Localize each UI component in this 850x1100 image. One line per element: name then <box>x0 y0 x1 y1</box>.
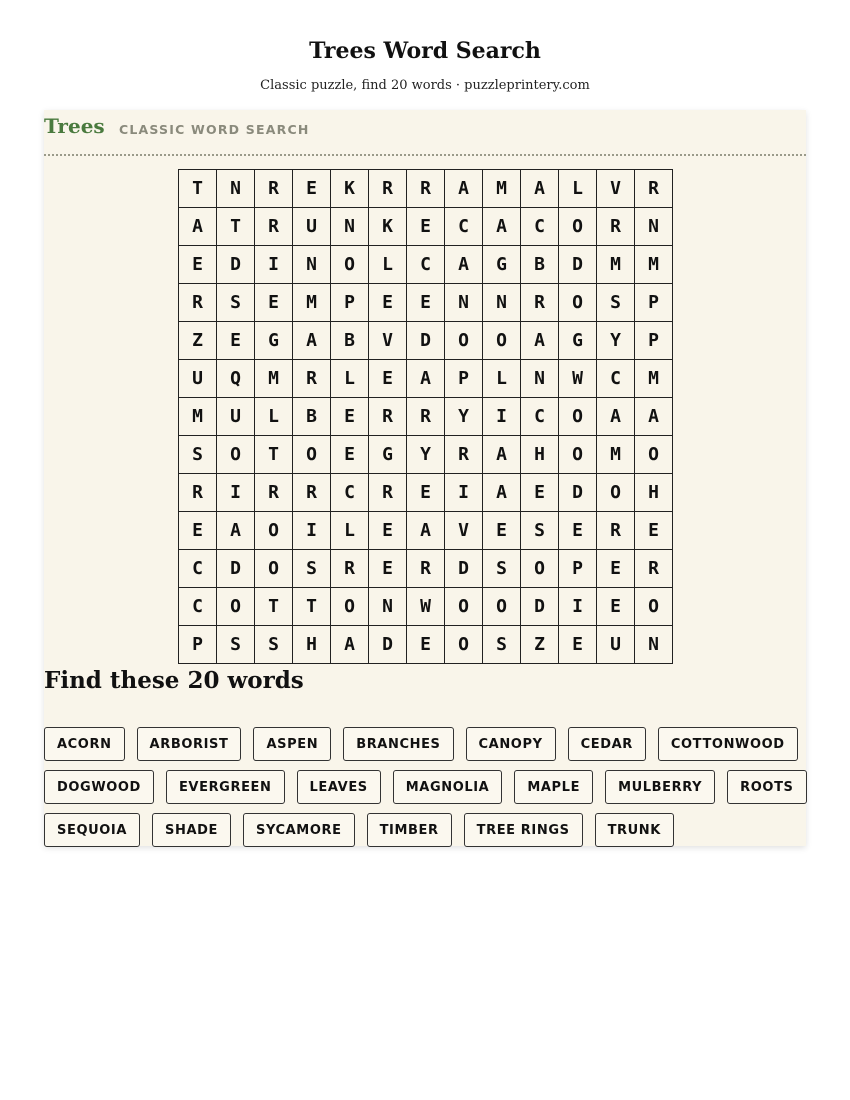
grid-cell[interactable]: Y <box>407 436 445 474</box>
grid-cell[interactable]: S <box>179 436 217 474</box>
grid-cell[interactable]: S <box>483 550 521 588</box>
grid-cell[interactable]: A <box>521 170 559 208</box>
puzzle-theme-title: Trees <box>44 114 105 138</box>
word-list-heading: Find these 20 words <box>44 667 304 694</box>
grid-cell[interactable]: R <box>255 208 293 246</box>
grid-cell[interactable]: P <box>445 360 483 398</box>
word-chip[interactable]: TREE RINGS <box>464 813 583 847</box>
grid-cell[interactable]: O <box>255 550 293 588</box>
page-subtitle: Classic puzzle, find 20 words · puzzleprintery.com <box>260 78 590 93</box>
grid-cell[interactable]: H <box>521 436 559 474</box>
grid-cell[interactable]: P <box>559 550 597 588</box>
grid-cell[interactable]: E <box>369 360 407 398</box>
grid-cell[interactable]: I <box>483 398 521 436</box>
grid-cell[interactable]: E <box>483 512 521 550</box>
grid-cell[interactable]: A <box>445 246 483 284</box>
grid-cell[interactable]: P <box>331 284 369 322</box>
grid-cell[interactable]: G <box>255 322 293 360</box>
grid-cell[interactable]: Z <box>179 322 217 360</box>
grid-cell[interactable]: R <box>331 550 369 588</box>
grid-cell[interactable]: U <box>217 398 255 436</box>
grid-cell[interactable]: P <box>179 626 217 664</box>
grid-cell[interactable]: R <box>445 436 483 474</box>
word-list <box>44 727 806 856</box>
grid-cell[interactable]: L <box>483 360 521 398</box>
grid-cell[interactable]: N <box>331 208 369 246</box>
grid-cell[interactable]: U <box>293 208 331 246</box>
grid-cell[interactable]: O <box>293 436 331 474</box>
grid-cell[interactable]: A <box>483 474 521 512</box>
word-chip[interactable]: COTTONWOOD <box>658 727 798 761</box>
grid-cell[interactable]: O <box>445 588 483 626</box>
word-chip[interactable]: TIMBER <box>367 813 452 847</box>
grid-cell[interactable]: E <box>331 436 369 474</box>
grid-cell[interactable]: T <box>217 208 255 246</box>
grid-cell[interactable]: C <box>407 246 445 284</box>
grid-cell[interactable]: Y <box>597 322 635 360</box>
grid-cell[interactable]: M <box>179 398 217 436</box>
grid-cell[interactable]: E <box>559 626 597 664</box>
grid-cell[interactable]: K <box>369 208 407 246</box>
grid-cell[interactable]: N <box>445 284 483 322</box>
grid-cell[interactable]: O <box>559 398 597 436</box>
grid-cell[interactable]: R <box>369 170 407 208</box>
grid-cell[interactable]: R <box>255 474 293 512</box>
grid-cell[interactable]: N <box>521 360 559 398</box>
grid-cell[interactable]: N <box>217 170 255 208</box>
grid-cell[interactable]: L <box>559 170 597 208</box>
word-chip[interactable]: CEDAR <box>568 727 646 761</box>
word-chip[interactable]: LEAVES <box>297 770 381 804</box>
grid-cell[interactable]: M <box>635 246 673 284</box>
grid-cell[interactable]: E <box>407 626 445 664</box>
grid-cell[interactable]: O <box>635 436 673 474</box>
grid-cell[interactable]: L <box>331 360 369 398</box>
grid-cell[interactable]: R <box>635 170 673 208</box>
word-chip[interactable]: TRUNK <box>595 813 674 847</box>
grid-cell[interactable]: T <box>255 588 293 626</box>
grid-cell[interactable]: I <box>559 588 597 626</box>
grid-cell[interactable]: O <box>255 512 293 550</box>
grid-cell[interactable]: V <box>369 322 407 360</box>
grid-cell[interactable]: C <box>521 398 559 436</box>
word-chip[interactable]: SHADE <box>152 813 231 847</box>
grid-cell[interactable]: O <box>483 588 521 626</box>
word-row <box>44 770 806 804</box>
word-row <box>44 813 806 847</box>
grid-cell[interactable]: A <box>179 208 217 246</box>
grid-cell[interactable]: U <box>179 360 217 398</box>
grid-cell[interactable]: D <box>559 474 597 512</box>
grid-cell[interactable]: C <box>179 550 217 588</box>
grid-cell[interactable]: A <box>521 322 559 360</box>
grid-cell[interactable]: R <box>369 398 407 436</box>
grid-cell[interactable]: O <box>331 246 369 284</box>
grid-cell[interactable]: E <box>521 474 559 512</box>
grid-cell[interactable]: B <box>331 322 369 360</box>
word-chip[interactable]: MULBERRY <box>605 770 715 804</box>
grid-cell[interactable]: E <box>559 512 597 550</box>
grid-cell[interactable]: O <box>559 208 597 246</box>
grid-cell[interactable]: A <box>445 170 483 208</box>
grid-cell[interactable]: N <box>483 284 521 322</box>
grid-cell[interactable]: Z <box>521 626 559 664</box>
grid-cell[interactable]: R <box>521 284 559 322</box>
grid-cell[interactable]: A <box>407 360 445 398</box>
grid-cell[interactable]: H <box>635 474 673 512</box>
grid-cell[interactable]: D <box>445 550 483 588</box>
grid-cell[interactable]: G <box>559 322 597 360</box>
grid-cell[interactable]: M <box>255 360 293 398</box>
grid-cell[interactable]: I <box>217 474 255 512</box>
grid-cell[interactable]: A <box>597 398 635 436</box>
grid-cell[interactable]: O <box>445 322 483 360</box>
word-chip[interactable]: EVERGREEN <box>166 770 285 804</box>
grid-cell[interactable]: E <box>407 284 445 322</box>
grid-cell[interactable]: B <box>521 246 559 284</box>
grid-cell[interactable]: R <box>293 360 331 398</box>
grid-cell[interactable]: E <box>369 512 407 550</box>
grid-cell[interactable]: O <box>521 550 559 588</box>
grid-cell[interactable]: C <box>521 208 559 246</box>
grid-cell[interactable]: A <box>331 626 369 664</box>
grid-cell[interactable]: L <box>369 246 407 284</box>
grid-cell[interactable]: D <box>217 550 255 588</box>
grid-cell[interactable]: A <box>635 398 673 436</box>
grid-cell[interactable]: A <box>293 322 331 360</box>
grid-cell[interactable]: D <box>407 322 445 360</box>
grid-cell[interactable]: W <box>559 360 597 398</box>
grid-cell[interactable]: M <box>635 360 673 398</box>
grid-cell[interactable]: O <box>559 436 597 474</box>
grid-cell[interactable]: O <box>597 474 635 512</box>
grid-cell[interactable]: M <box>597 436 635 474</box>
grid-cell[interactable]: R <box>597 208 635 246</box>
grid-cell[interactable]: O <box>217 436 255 474</box>
word-chip[interactable]: ASPEN <box>253 727 331 761</box>
grid-cell[interactable]: L <box>331 512 369 550</box>
grid-cell[interactable]: D <box>217 246 255 284</box>
grid-cell[interactable]: I <box>293 512 331 550</box>
grid-cell[interactable]: A <box>407 512 445 550</box>
grid-cell[interactable]: R <box>255 170 293 208</box>
word-chip[interactable]: DOGWOOD <box>44 770 154 804</box>
grid-cell[interactable]: O <box>559 284 597 322</box>
grid-cell[interactable]: A <box>217 512 255 550</box>
grid-cell[interactable]: I <box>445 474 483 512</box>
grid-cell[interactable]: S <box>255 626 293 664</box>
grid-cell[interactable]: S <box>521 512 559 550</box>
grid-cell[interactable]: E <box>255 284 293 322</box>
grid-cell[interactable]: L <box>255 398 293 436</box>
grid-cell[interactable]: R <box>179 284 217 322</box>
grid-cell[interactable]: E <box>407 208 445 246</box>
grid-cell[interactable]: R <box>179 474 217 512</box>
grid-cell[interactable]: N <box>369 588 407 626</box>
grid-cell[interactable]: O <box>217 588 255 626</box>
word-chip[interactable]: ARBORIST <box>137 727 242 761</box>
word-chip[interactable]: ROOTS <box>727 770 806 804</box>
grid-cell[interactable]: S <box>597 284 635 322</box>
grid-cell[interactable]: E <box>217 322 255 360</box>
grid-cell[interactable]: R <box>635 550 673 588</box>
grid-cell[interactable]: N <box>293 246 331 284</box>
grid-cell[interactable]: E <box>369 550 407 588</box>
word-chip[interactable]: ACORN <box>44 727 125 761</box>
grid-cell[interactable]: S <box>293 550 331 588</box>
word-chip[interactable]: BRANCHES <box>343 727 453 761</box>
word-chip[interactable]: SEQUOIA <box>44 813 140 847</box>
grid-cell[interactable]: V <box>445 512 483 550</box>
grid-cell[interactable]: D <box>369 626 407 664</box>
grid-cell[interactable]: B <box>293 398 331 436</box>
word-chip[interactable]: MAGNOLIA <box>393 770 503 804</box>
grid-cell[interactable]: E <box>635 512 673 550</box>
grid-cell[interactable]: T <box>255 436 293 474</box>
grid-cell[interactable]: U <box>597 626 635 664</box>
word-chip[interactable]: MAPLE <box>514 770 593 804</box>
grid-cell[interactable]: O <box>483 322 521 360</box>
grid-cell[interactable]: G <box>369 436 407 474</box>
grid-cell[interactable]: S <box>217 626 255 664</box>
grid-cell[interactable]: R <box>407 398 445 436</box>
grid-cell[interactable]: N <box>635 626 673 664</box>
grid-cell[interactable]: T <box>293 588 331 626</box>
grid-cell[interactable]: M <box>293 284 331 322</box>
grid-cell[interactable]: E <box>407 474 445 512</box>
grid-cell[interactable]: R <box>407 550 445 588</box>
grid-cell[interactable]: Q <box>217 360 255 398</box>
grid-cell[interactable]: P <box>635 284 673 322</box>
grid-cell[interactable]: O <box>445 626 483 664</box>
grid-cell[interactable]: E <box>369 284 407 322</box>
grid-cell[interactable]: T <box>179 170 217 208</box>
grid-cell[interactable]: I <box>255 246 293 284</box>
grid-cell[interactable]: R <box>597 512 635 550</box>
grid-cell[interactable]: O <box>635 588 673 626</box>
grid-cell[interactable]: P <box>635 322 673 360</box>
grid-cell[interactable]: C <box>331 474 369 512</box>
grid-cell[interactable]: R <box>369 474 407 512</box>
grid-cell[interactable]: V <box>597 170 635 208</box>
grid-cell[interactable]: D <box>559 246 597 284</box>
letter-grid <box>178 169 673 664</box>
word-chip[interactable]: SYCAMORE <box>243 813 355 847</box>
puzzle-kind-label: CLASSIC WORD SEARCH <box>119 122 310 137</box>
grid-cell[interactable]: E <box>293 170 331 208</box>
grid-cell[interactable]: G <box>483 246 521 284</box>
grid-cell[interactable]: M <box>597 246 635 284</box>
grid-cell[interactable]: Y <box>445 398 483 436</box>
grid-cell[interactable]: E <box>331 398 369 436</box>
grid-cell[interactable]: E <box>597 550 635 588</box>
grid-cell[interactable]: H <box>293 626 331 664</box>
word-row <box>44 727 806 761</box>
grid-cell[interactable]: C <box>179 588 217 626</box>
panel-header <box>44 110 806 156</box>
grid-cell[interactable]: N <box>635 208 673 246</box>
grid-cell[interactable]: E <box>179 512 217 550</box>
grid-cell[interactable]: E <box>597 588 635 626</box>
grid-cell[interactable]: S <box>217 284 255 322</box>
grid-cell[interactable]: R <box>293 474 331 512</box>
word-chip[interactable]: CANOPY <box>466 727 556 761</box>
grid-cell[interactable]: K <box>331 170 369 208</box>
grid-cell[interactable]: C <box>597 360 635 398</box>
grid-cell[interactable]: W <box>407 588 445 626</box>
grid-cell[interactable]: A <box>483 208 521 246</box>
grid-cell[interactable]: R <box>407 170 445 208</box>
grid-cell[interactable]: S <box>483 626 521 664</box>
page-title: Trees Word Search <box>309 38 541 64</box>
grid-cell[interactable]: M <box>483 170 521 208</box>
grid-cell[interactable]: O <box>331 588 369 626</box>
grid-cell[interactable]: A <box>483 436 521 474</box>
grid-cell[interactable]: E <box>179 246 217 284</box>
grid-cell[interactable]: D <box>521 588 559 626</box>
puzzle-panel <box>44 110 806 846</box>
grid-cell[interactable]: C <box>445 208 483 246</box>
